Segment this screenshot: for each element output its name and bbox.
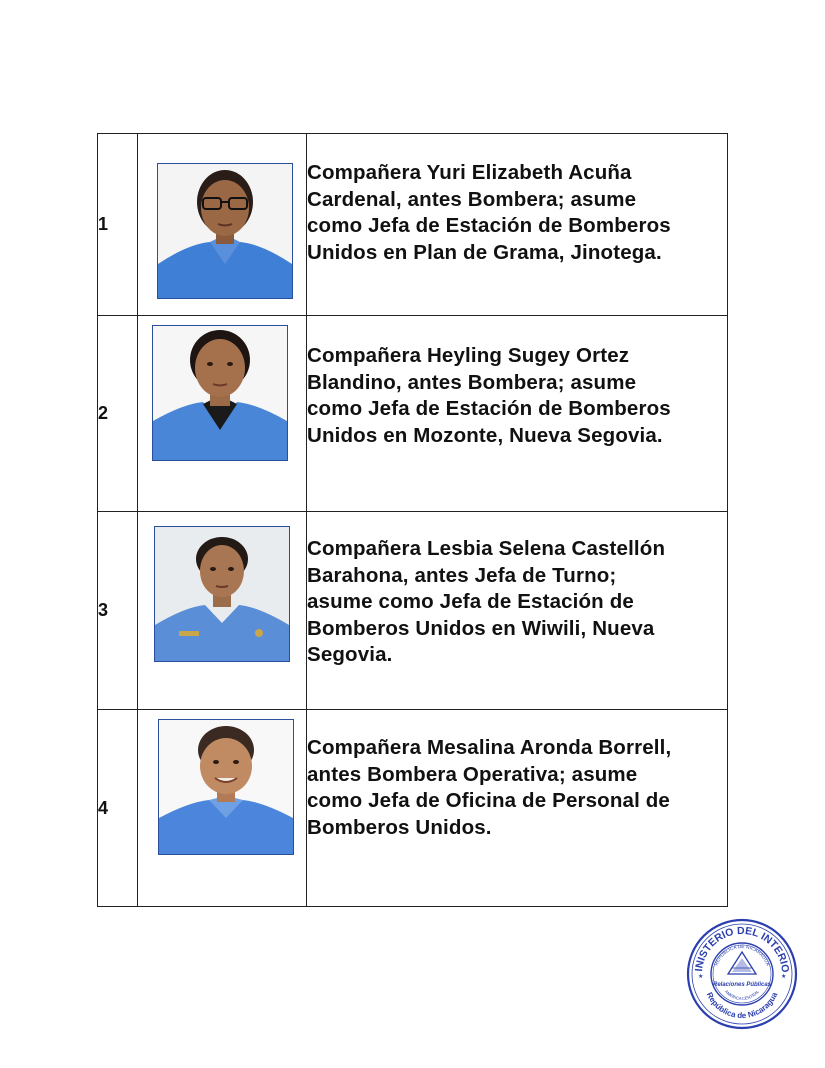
seal-triangle-emblem-icon: [728, 952, 756, 974]
description-line: como Jefa de Estación de Bomberos: [307, 397, 671, 420]
description-line: Barahona, antes Jefa de Turno;: [307, 563, 617, 587]
description-line: Segovia.: [307, 643, 393, 666]
description-line: Cardenal, antes Bombera; asume: [307, 187, 637, 211]
appointment-description: [307, 134, 728, 316]
seal-inner-bottom-text: AMERICA CENTRAL: [723, 988, 761, 1002]
ministry-seal: [686, 918, 798, 1030]
photo-cell: [138, 134, 307, 316]
seal-outer-text: INISTERIO DEL INTERIO: [693, 924, 792, 974]
appointment-description: [307, 512, 728, 710]
table-row: [98, 134, 728, 316]
description-line: Bomberos Unidos.: [307, 815, 492, 839]
svg-text:AMERICA CENTRAL: [724, 988, 761, 1001]
appointment-description: [307, 316, 728, 512]
description-line: Bomberos Unidos en Wiwili, Nueva: [307, 616, 655, 640]
portrait-photo-4: [158, 719, 294, 855]
seal-bottom-text: República de Nicaragua: [704, 990, 780, 1021]
description-line: asume como Jefa de Estación de: [307, 590, 634, 613]
description-line: como Jefa de Oficina de Personal de: [307, 789, 670, 812]
portrait-photo-2: [152, 325, 288, 461]
photo-cell: [138, 512, 307, 710]
description-line: Unidos en Plan de Grama, Jinotega.: [307, 240, 662, 264]
star-icon: ★: [781, 974, 787, 980]
row-number: 3: [98, 512, 138, 710]
seal-inner-text: REPUBLICA DE NICARAGUA: [714, 944, 770, 967]
row-number: 2: [98, 316, 138, 512]
description-line: Compañera Mesalina Aronda Borrell,: [307, 736, 672, 759]
description-line: Compañera Lesbia Selena Castellón: [307, 537, 666, 560]
photo-cell: [138, 710, 307, 907]
description-line: antes Bombera Operativa; asume: [307, 762, 638, 786]
row-number: 4: [98, 710, 138, 907]
photo-cell: [138, 316, 307, 512]
table-row: [98, 512, 728, 710]
row-number: 1: [98, 134, 138, 316]
seal-center-text: Relaciones Públicas: [712, 982, 772, 988]
description-line: como Jefa de Estación de Bomberos: [307, 214, 671, 237]
description-line: Compañera Yuri Elizabeth Acuña: [307, 161, 632, 184]
description-line: Blandino, antes Bombera; asume: [307, 370, 637, 394]
portrait-photo-3: [154, 526, 290, 662]
table-row: [98, 710, 728, 907]
description-line: Compañera Heyling Sugey Ortez: [307, 344, 630, 367]
appointments-table: [97, 133, 728, 907]
portrait-photo-1: [157, 163, 293, 299]
appointment-description: [307, 710, 728, 907]
star-icon: ★: [698, 974, 704, 980]
table-row: [98, 316, 728, 512]
description-line: Unidos en Mozonte, Nueva Segovia.: [307, 423, 663, 447]
